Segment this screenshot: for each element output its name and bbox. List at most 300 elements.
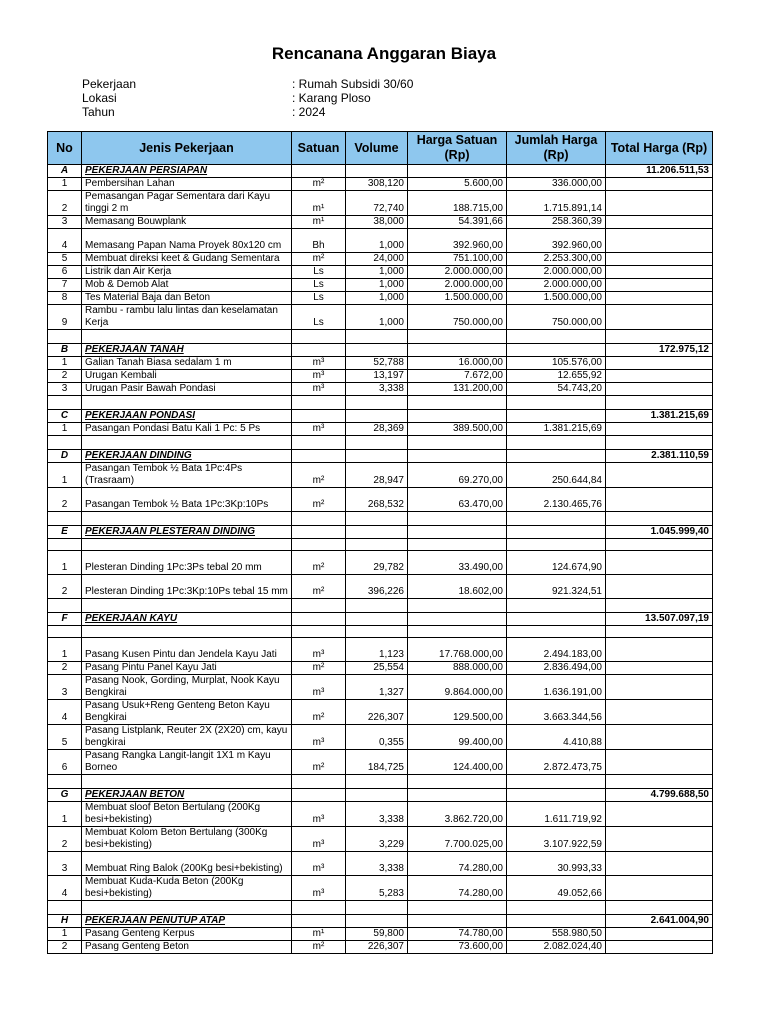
section-title: PEKERJAAN PONDASI — [82, 410, 292, 423]
item-satuan: m² — [292, 488, 346, 512]
section-row — [48, 915, 713, 928]
item-satuan: Bh — [292, 229, 346, 253]
item-no: 2 — [48, 488, 82, 512]
empty-cell — [408, 410, 507, 423]
section-total: 11.206.511,53 — [606, 165, 713, 178]
item-jumlah-harga: 124.674,90 — [507, 551, 606, 575]
empty-cell — [408, 539, 507, 551]
document-title: Rencanana Anggaran Biaya — [271, 44, 497, 63]
section-title: PEKERJAAN PLESTERAN DINDING — [82, 526, 292, 539]
item-total-harga — [606, 266, 713, 279]
empty-cell — [408, 901, 507, 915]
item-jenis-pekerjaan: Urugan Kembali — [82, 370, 292, 383]
item-harga-satuan: 7.672,00 — [408, 370, 507, 383]
item-jenis-pekerjaan: Pasang Listplank, Reuter 2X (2X20) cm, kayu bengkirai — [82, 725, 292, 750]
spacer-row — [48, 512, 713, 526]
item-jumlah-harga: 49.052,66 — [507, 876, 606, 901]
empty-cell — [346, 915, 408, 928]
item-total-harga — [606, 292, 713, 305]
table-row — [48, 700, 713, 725]
item-harga-satuan: 188.715,00 — [408, 191, 507, 216]
item-harga-satuan: 389.500,00 — [408, 423, 507, 436]
table-row — [48, 488, 713, 512]
item-jenis-pekerjaan: Plesteran Dinding 1Pc:3Ps tebal 20 mm — [82, 551, 292, 575]
empty-cell — [507, 613, 606, 626]
empty-cell — [82, 396, 292, 410]
table-row — [48, 253, 713, 266]
item-satuan: m³ — [292, 383, 346, 396]
spacer-row — [48, 626, 713, 638]
item-volume: 1,123 — [346, 638, 408, 662]
section-code: A — [48, 165, 82, 178]
item-total-harga — [606, 675, 713, 700]
item-harga-satuan: 2.000.000,00 — [408, 266, 507, 279]
empty-cell — [48, 436, 82, 450]
item-jumlah-harga: 2.130.465,76 — [507, 488, 606, 512]
project-info-row — [82, 91, 413, 105]
empty-cell — [408, 512, 507, 526]
item-no: 4 — [48, 229, 82, 253]
empty-cell — [507, 344, 606, 357]
empty-cell — [606, 396, 713, 410]
item-harga-satuan: 54.391,66 — [408, 216, 507, 229]
item-volume: 3,229 — [346, 827, 408, 852]
item-total-harga — [606, 700, 713, 725]
empty-cell — [292, 626, 346, 638]
item-harga-satuan: 3.862.720,00 — [408, 802, 507, 827]
item-total-harga — [606, 279, 713, 292]
item-volume: 29,782 — [346, 551, 408, 575]
item-jenis-pekerjaan: Pasang Rangka Langit-langit 1X1 m Kayu Borneo — [82, 750, 292, 775]
empty-cell — [292, 450, 346, 463]
item-jenis-pekerjaan: Pasang Kusen Pintu dan Jendela Kayu Jati — [82, 638, 292, 662]
item-jenis-pekerjaan: Pasang Nook, Gording, Murplat, Nook Kayu Bengkirai — [82, 675, 292, 700]
table-row — [48, 370, 713, 383]
item-total-harga — [606, 941, 713, 954]
table-header-row — [48, 132, 713, 165]
item-volume: 5,283 — [346, 876, 408, 901]
section-total: 2.641.004,90 — [606, 915, 713, 928]
item-volume: 38,000 — [346, 216, 408, 229]
empty-cell — [507, 775, 606, 789]
item-harga-satuan: 124.400,00 — [408, 750, 507, 775]
item-total-harga — [606, 216, 713, 229]
item-volume: 1,000 — [346, 279, 408, 292]
empty-cell — [48, 512, 82, 526]
item-harga-satuan: 5.600,00 — [408, 178, 507, 191]
item-jenis-pekerjaan: Mob & Demob Alat — [82, 279, 292, 292]
empty-cell — [48, 599, 82, 613]
empty-cell — [82, 599, 292, 613]
item-no: 1 — [48, 551, 82, 575]
item-no: 2 — [48, 370, 82, 383]
item-jumlah-harga: 3.663.344,56 — [507, 700, 606, 725]
section-title: PEKERJAAN BETON — [82, 789, 292, 802]
empty-cell — [292, 789, 346, 802]
item-volume: 0,355 — [346, 725, 408, 750]
item-jenis-pekerjaan: Listrik dan Air Kerja — [82, 266, 292, 279]
item-jenis-pekerjaan: Pasangan Tembok ½ Bata 1Pc:3Kp:10Ps — [82, 488, 292, 512]
item-volume: 1,000 — [346, 305, 408, 330]
empty-cell — [48, 626, 82, 638]
section-total: 2.381.110,59 — [606, 450, 713, 463]
item-volume: 28,369 — [346, 423, 408, 436]
item-volume: 226,307 — [346, 941, 408, 954]
item-harga-satuan: 1.500.000,00 — [408, 292, 507, 305]
item-no: 7 — [48, 279, 82, 292]
table-row — [48, 827, 713, 852]
spacer-row — [48, 396, 713, 410]
empty-cell — [292, 613, 346, 626]
empty-cell — [606, 330, 713, 344]
item-satuan: m² — [292, 178, 346, 191]
empty-cell — [408, 599, 507, 613]
item-jenis-pekerjaan: Pasang Usuk+Reng Genteng Beton Kayu Bengkirai — [82, 700, 292, 725]
empty-cell — [346, 165, 408, 178]
empty-cell — [408, 165, 507, 178]
section-row — [48, 526, 713, 539]
info-key: Lokasi — [82, 91, 117, 105]
item-harga-satuan: 74.280,00 — [408, 852, 507, 876]
item-jenis-pekerjaan: Pasang Pintu Panel Kayu Jati — [82, 662, 292, 675]
info-value: : Karang Ploso — [292, 91, 371, 105]
item-volume: 52,788 — [346, 357, 408, 370]
empty-cell — [292, 526, 346, 539]
spacer-row — [48, 901, 713, 915]
item-satuan: m³ — [292, 802, 346, 827]
item-satuan: m³ — [292, 675, 346, 700]
section-code: D — [48, 450, 82, 463]
item-no: 1 — [48, 357, 82, 370]
item-jumlah-harga: 3.107.922,59 — [507, 827, 606, 852]
info-value: : Rumah Subsidi 30/60 — [292, 77, 414, 91]
item-volume: 25,554 — [346, 662, 408, 675]
item-no: 2 — [48, 662, 82, 675]
empty-cell — [292, 436, 346, 450]
item-harga-satuan: 9.864.000,00 — [408, 675, 507, 700]
item-volume: 1,000 — [346, 266, 408, 279]
empty-cell — [82, 436, 292, 450]
empty-cell — [82, 901, 292, 915]
item-total-harga — [606, 575, 713, 599]
table-row — [48, 802, 713, 827]
item-satuan: m¹ — [292, 928, 346, 941]
budget-table — [47, 131, 713, 954]
table-row — [48, 292, 713, 305]
empty-cell — [507, 626, 606, 638]
item-jumlah-harga: 2.082.024,40 — [507, 941, 606, 954]
section-title: PEKERJAAN KAYU — [82, 613, 292, 626]
table-row — [48, 305, 713, 330]
item-jenis-pekerjaan: Memasang Bouwplank — [82, 216, 292, 229]
empty-cell — [408, 789, 507, 802]
info-value: : 2024 — [292, 105, 326, 119]
section-total: 1.381.215,69 — [606, 410, 713, 423]
section-row — [48, 165, 713, 178]
table-row — [48, 725, 713, 750]
item-jumlah-harga: 2.253.300,00 — [507, 253, 606, 266]
empty-cell — [606, 775, 713, 789]
item-total-harga — [606, 370, 713, 383]
item-jenis-pekerjaan: Pasangan Tembok ½ Bata 1Pc:4Ps (Trasraam) — [82, 463, 292, 488]
item-total-harga — [606, 463, 713, 488]
project-info-row — [82, 105, 413, 119]
item-no: 3 — [48, 216, 82, 229]
table-row — [48, 216, 713, 229]
item-harga-satuan: 69.270,00 — [408, 463, 507, 488]
item-satuan: m³ — [292, 357, 346, 370]
item-jumlah-harga: 2.000.000,00 — [507, 279, 606, 292]
item-satuan: m² — [292, 463, 346, 488]
item-jumlah-harga: 258.360,39 — [507, 216, 606, 229]
item-satuan: m³ — [292, 423, 346, 436]
section-code: G — [48, 789, 82, 802]
item-jenis-pekerjaan: Plesteran Dinding 1Pc:3Kp:10Ps tebal 15 mm — [82, 575, 292, 599]
item-total-harga — [606, 423, 713, 436]
item-volume: 3,338 — [346, 802, 408, 827]
info-key: Tahun — [82, 105, 115, 119]
item-jumlah-harga: 1.500.000,00 — [507, 292, 606, 305]
item-satuan: m³ — [292, 876, 346, 901]
item-harga-satuan: 33.490,00 — [408, 551, 507, 575]
item-total-harga — [606, 662, 713, 675]
empty-cell — [408, 613, 507, 626]
item-no: 2 — [48, 575, 82, 599]
item-jumlah-harga: 105.576,00 — [507, 357, 606, 370]
section-row — [48, 344, 713, 357]
empty-cell — [408, 915, 507, 928]
item-jenis-pekerjaan: Pemasangan Pagar Sementara dari Kayu tinggi 2 m — [82, 191, 292, 216]
table-body — [48, 165, 713, 954]
spacer-row — [48, 775, 713, 789]
item-total-harga — [606, 551, 713, 575]
empty-cell — [292, 901, 346, 915]
table-row — [48, 941, 713, 954]
empty-cell — [292, 396, 346, 410]
empty-cell — [48, 539, 82, 551]
empty-cell — [346, 599, 408, 613]
empty-cell — [606, 539, 713, 551]
item-total-harga — [606, 191, 713, 216]
empty-cell — [82, 539, 292, 551]
item-satuan: m² — [292, 662, 346, 675]
section-row — [48, 789, 713, 802]
table-row — [48, 551, 713, 575]
item-satuan: Ls — [292, 305, 346, 330]
spacer-row — [48, 599, 713, 613]
item-harga-satuan: 751.100,00 — [408, 253, 507, 266]
empty-cell — [346, 344, 408, 357]
section-title: PEKERJAAN DINDING — [82, 450, 292, 463]
item-no: 5 — [48, 725, 82, 750]
header-jumlah-harga: Jumlah Harga (Rp) — [507, 132, 606, 165]
item-volume: 24,000 — [346, 253, 408, 266]
item-total-harga — [606, 488, 713, 512]
table-row — [48, 423, 713, 436]
item-harga-satuan: 7.700.025,00 — [408, 827, 507, 852]
table-row — [48, 638, 713, 662]
item-total-harga — [606, 750, 713, 775]
empty-cell — [292, 410, 346, 423]
item-satuan: m² — [292, 941, 346, 954]
empty-cell — [606, 599, 713, 613]
item-volume: 226,307 — [346, 700, 408, 725]
item-jumlah-harga: 921.324,51 — [507, 575, 606, 599]
empty-cell — [507, 410, 606, 423]
table-row — [48, 750, 713, 775]
item-no: 1 — [48, 423, 82, 436]
item-no: 1 — [48, 463, 82, 488]
empty-cell — [292, 775, 346, 789]
item-satuan: m³ — [292, 852, 346, 876]
item-no: 8 — [48, 292, 82, 305]
item-harga-satuan: 63.470,00 — [408, 488, 507, 512]
item-jenis-pekerjaan: Galian Tanah Biasa sedalam 1 m — [82, 357, 292, 370]
item-total-harga — [606, 802, 713, 827]
item-no: 2 — [48, 827, 82, 852]
empty-cell — [48, 901, 82, 915]
item-harga-satuan: 18.602,00 — [408, 575, 507, 599]
table-row — [48, 876, 713, 901]
item-satuan: Ls — [292, 279, 346, 292]
header-no: No — [48, 132, 82, 165]
section-code: H — [48, 915, 82, 928]
section-title: PEKERJAAN PERSIAPAN — [82, 165, 292, 178]
item-satuan: m² — [292, 700, 346, 725]
item-satuan: m² — [292, 575, 346, 599]
item-jumlah-harga: 54.743,20 — [507, 383, 606, 396]
empty-cell — [408, 344, 507, 357]
item-jumlah-harga: 336.000,00 — [507, 178, 606, 191]
item-no: 4 — [48, 700, 82, 725]
section-row — [48, 410, 713, 423]
item-total-harga — [606, 928, 713, 941]
item-jenis-pekerjaan: Membuat sloof Beton Bertulang (200Kg besi+bekisting) — [82, 802, 292, 827]
section-row — [48, 450, 713, 463]
project-info-row — [82, 77, 413, 91]
table-row — [48, 928, 713, 941]
spacer-row — [48, 539, 713, 551]
table-row — [48, 383, 713, 396]
empty-cell — [507, 901, 606, 915]
item-no: 1 — [48, 928, 82, 941]
section-total: 1.045.999,40 — [606, 526, 713, 539]
item-total-harga — [606, 383, 713, 396]
empty-cell — [346, 613, 408, 626]
empty-cell — [507, 330, 606, 344]
empty-cell — [507, 450, 606, 463]
empty-cell — [408, 526, 507, 539]
item-total-harga — [606, 876, 713, 901]
item-harga-satuan: 392.960,00 — [408, 229, 507, 253]
item-satuan: Ls — [292, 266, 346, 279]
item-jenis-pekerjaan: Membuat Kolom Beton Bertulang (300Kg besi+bekisting) — [82, 827, 292, 852]
empty-cell — [292, 539, 346, 551]
item-harga-satuan: 74.280,00 — [408, 876, 507, 901]
item-total-harga — [606, 253, 713, 266]
item-satuan: m³ — [292, 827, 346, 852]
item-no: 1 — [48, 638, 82, 662]
table-row — [48, 852, 713, 876]
item-volume: 28,947 — [346, 463, 408, 488]
item-volume: 3,338 — [346, 383, 408, 396]
empty-cell — [82, 775, 292, 789]
empty-cell — [292, 344, 346, 357]
item-jumlah-harga: 4.410,88 — [507, 725, 606, 750]
empty-cell — [346, 626, 408, 638]
item-no: 4 — [48, 876, 82, 901]
table-row — [48, 191, 713, 216]
item-satuan: m² — [292, 551, 346, 575]
empty-cell — [346, 450, 408, 463]
item-jumlah-harga: 2.494.183,00 — [507, 638, 606, 662]
empty-cell — [346, 436, 408, 450]
table-row — [48, 463, 713, 488]
empty-cell — [507, 436, 606, 450]
item-no: 5 — [48, 253, 82, 266]
item-volume: 3,338 — [346, 852, 408, 876]
section-total: 172.975,12 — [606, 344, 713, 357]
item-total-harga — [606, 229, 713, 253]
section-total: 4.799.688,50 — [606, 789, 713, 802]
item-volume: 184,725 — [346, 750, 408, 775]
item-no: 3 — [48, 675, 82, 700]
table-row — [48, 279, 713, 292]
section-title: PEKERJAAN TANAH — [82, 344, 292, 357]
item-no: 2 — [48, 191, 82, 216]
item-jenis-pekerjaan: Memasang Papan Nama Proyek 80x120 cm — [82, 229, 292, 253]
empty-cell — [346, 396, 408, 410]
empty-cell — [346, 901, 408, 915]
item-jenis-pekerjaan: Rambu - rambu lalu lintas dan keselamatan Kerja — [82, 305, 292, 330]
empty-cell — [507, 539, 606, 551]
item-total-harga — [606, 725, 713, 750]
item-satuan: m³ — [292, 638, 346, 662]
table-row — [48, 575, 713, 599]
empty-cell — [408, 396, 507, 410]
header-jenis-pekerjaan: Jenis Pekerjaan — [82, 132, 292, 165]
item-jenis-pekerjaan: Membuat Kuda-Kuda Beton (200Kg besi+bekisting) — [82, 876, 292, 901]
empty-cell — [606, 901, 713, 915]
item-satuan: m³ — [292, 725, 346, 750]
item-no: 6 — [48, 266, 82, 279]
item-jenis-pekerjaan: Urugan Pasir Bawah Pondasi — [82, 383, 292, 396]
item-harga-satuan: 74.780,00 — [408, 928, 507, 941]
header-harga-satuan: Harga Satuan (Rp) — [408, 132, 507, 165]
item-satuan: m² — [292, 750, 346, 775]
empty-cell — [507, 526, 606, 539]
project-info — [82, 77, 413, 119]
empty-cell — [507, 396, 606, 410]
empty-cell — [408, 626, 507, 638]
header-total-harga: Total Harga (Rp) — [606, 132, 713, 165]
empty-cell — [48, 775, 82, 789]
spacer-row — [48, 436, 713, 450]
item-volume: 1,000 — [346, 292, 408, 305]
item-harga-satuan: 16.000,00 — [408, 357, 507, 370]
header-satuan: Satuan — [292, 132, 346, 165]
empty-cell — [82, 330, 292, 344]
item-no: 6 — [48, 750, 82, 775]
item-jenis-pekerjaan: Pembersihan Lahan — [82, 178, 292, 191]
section-title: PEKERJAAN PENUTUP ATAP — [82, 915, 292, 928]
spacer-row — [48, 330, 713, 344]
table-row — [48, 178, 713, 191]
item-satuan: m¹ — [292, 216, 346, 229]
item-jenis-pekerjaan: Pasang Genteng Kerpus — [82, 928, 292, 941]
item-no: 3 — [48, 383, 82, 396]
empty-cell — [606, 436, 713, 450]
